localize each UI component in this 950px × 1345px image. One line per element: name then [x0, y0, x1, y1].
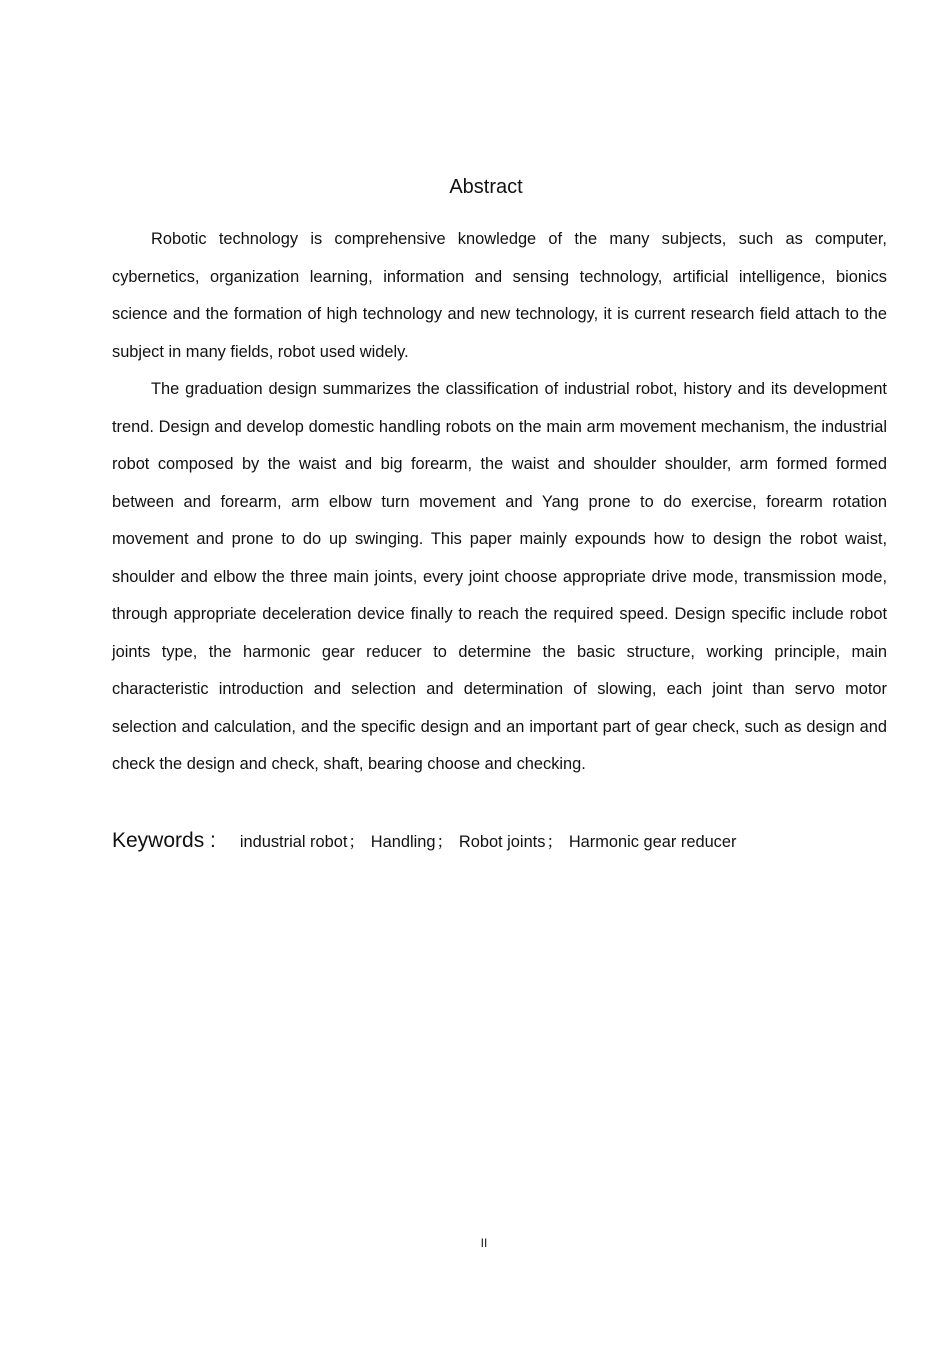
abstract-paragraph-2: The graduation design summarizes the classification of industrial robot, history and its development trend. Design and develop domestic handling robots on the main arm movement mechanism, the industrial robot composed by the waist and big forearm, the waist and shoulder shoulder, arm formed formed between and forearm, arm elbow turn movement and Yang prone to do exercise, forearm rotation movement and prone to do up swinging. This paper mainly expounds how to design the robot waist, shoulder and elbow the three main joints, every joint choose appropriate drive mode, transmission mode, through appropriate deceleration device finally to reach the required speed. Design specific include robot joints type, the harmonic gear reducer to determine the basic structure, working principle, main characteristic introduction and selection and determination of slowing, each joint than servo motor selection and calculation, and the specific design and an important part of gear check, such as design and check the design and check, shaft, bearing choose and checking.	[112, 380, 887, 773]
keywords-line	[112, 826, 887, 857]
keyword-item: industrial robot	[239, 833, 348, 851]
page-number: II	[480, 1236, 488, 1250]
keyword-item: Robot joints	[458, 833, 546, 851]
keyword-item: Handling	[370, 833, 436, 851]
keyword-separator: ；	[546, 833, 563, 851]
abstract-title: Abstract	[449, 176, 523, 198]
abstract-paragraph-1: Robotic technology is comprehensive knowledge of the many subjects, such as computer, cybernetics, organization learning, information and sensing technology, artificial intelligence, bionics science and the formation of high technology and new technology, it is current research field attach to the subject in many fields, robot used widely.	[112, 230, 887, 361]
keyword-separator: ；	[348, 833, 365, 851]
keyword-separator: ；	[436, 833, 453, 851]
keywords-label: Keywords :	[112, 829, 216, 852]
abstract-body	[112, 221, 887, 784]
keyword-item: Harmonic gear reducer	[568, 833, 737, 851]
